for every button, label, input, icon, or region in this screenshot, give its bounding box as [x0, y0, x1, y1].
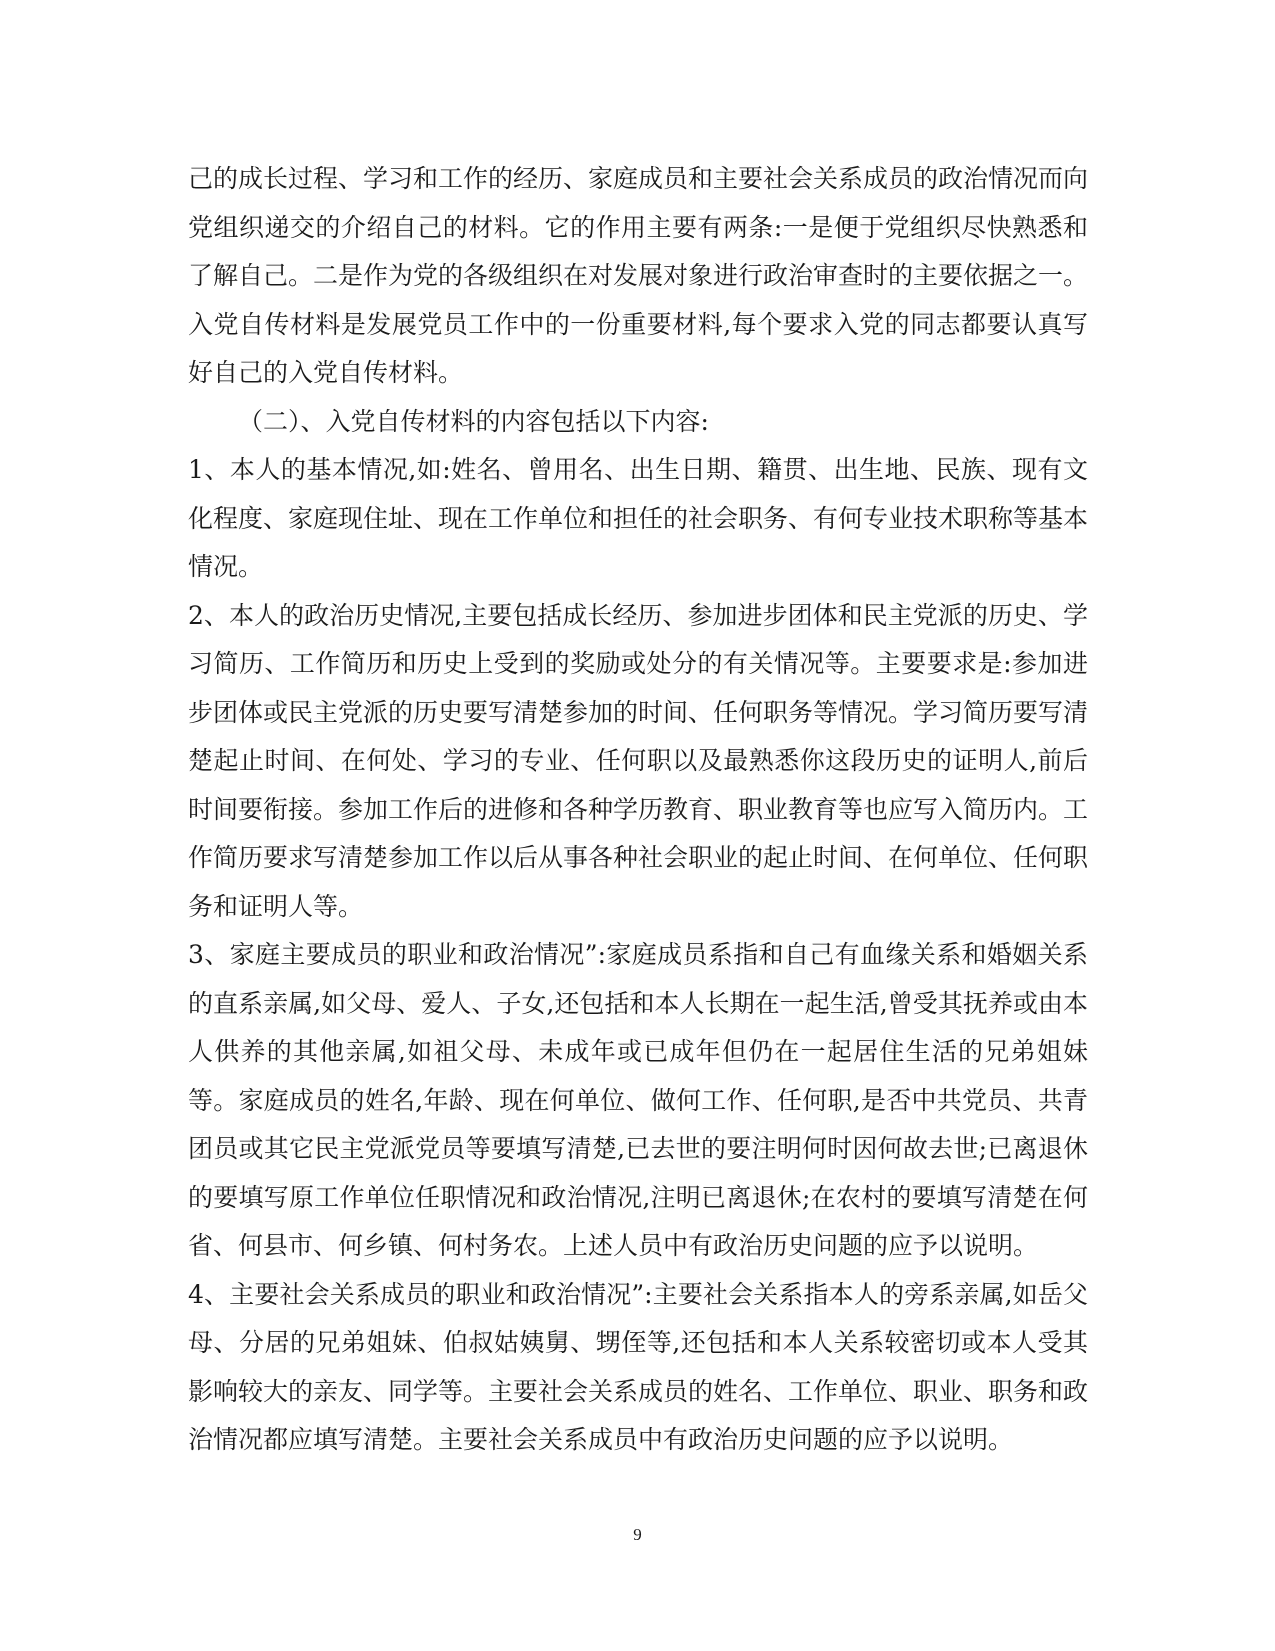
- list-item-political-history: 2、本人的政治历史情况,主要包括成长经历、参加进步团体和民主党派的历史、学习简历、工作简历和历史上受到的奖励或处分的有关情况等。主要要求是:参加进步团体或民主党派的历史要写清楚参加的时间、任何职务等情况。学习简历要写清楚起止时间、在何处、学习的专业、任何职以及最熟悉你这段历史的证明人,前后时间要衔接。参加工作后的进修和各种学历教育、职业教育等也应写入简历内。工作简历要求写清楚参加工作以后从事各种社会职业的起止时间、在何单位、任何职务和证明人等。: [188, 600, 1089, 921]
- page-number: 9: [633, 1525, 642, 1544]
- list-item-basic-info: 1、本人的基本情况,如:姓名、曾用名、出生日期、籍贯、出生地、民族、现有文化程度、家庭现住址、现在工作单位和担任的社会职务、有何专业技术职称等基本情况。: [188, 455, 1089, 581]
- list-item-social-relations: 4、主要社会关系成员的职业和政治情况”:主要社会关系指本人的旁系亲属,如岳父母、分居的兄弟姐妹、伯叔姑姨舅、甥侄等,还包括和本人关系较密切或本人受其影响较大的亲友、同学等。主要社会关系成员的姓名、工作单位、职业、职务和政治情况都应填写清楚。主要社会关系成员中有政治历史问题的应予以说明。: [188, 1279, 1089, 1454]
- paragraph-intro: 己的成长过程、学习和工作的经历、家庭成员和主要社会关系成员的政治情况而向党组织递交的介绍自己的材料。它的作用主要有两条:一是便于党组织尽快熟悉和了解自己。二是作为党的各级组织在对发展对象进行政治审查时的主要依据之一。入党自传材料是发展党员工作中的一份重要材料,每个要求入党的同志都要认真写好自己的入党自传材料。: [188, 164, 1089, 387]
- list-item-family-members: 3、家庭主要成员的职业和政治情况”:家庭成员系指和自己有血缘关系和婚姻关系的直系亲属,如父母、爱人、子女,还包括和本人长期在一起生活,曾受其抚养或由本人供养的其他亲属,如祖父母、未成年或已成年但仍在一起居住生活的兄弟姐妹等。家庭成员的姓名,年龄、现在何单位、做何工作、任何职,是否中共党员、共青团员或其它民主党派党员等要填写清楚,已去世的要注明何时因何故去世;已离退休的要填写原工作单位任职情况和政治情况,注明已离退休;在农村的要填写清楚在何省、何县市、何乡镇、何村务农。上述人员中有政治历史问题的应予以说明。: [188, 940, 1088, 1260]
- section-heading: （二）、入党自传材料的内容包括以下内容:: [238, 406, 709, 436]
- document-body: [188, 155, 1088, 1465]
